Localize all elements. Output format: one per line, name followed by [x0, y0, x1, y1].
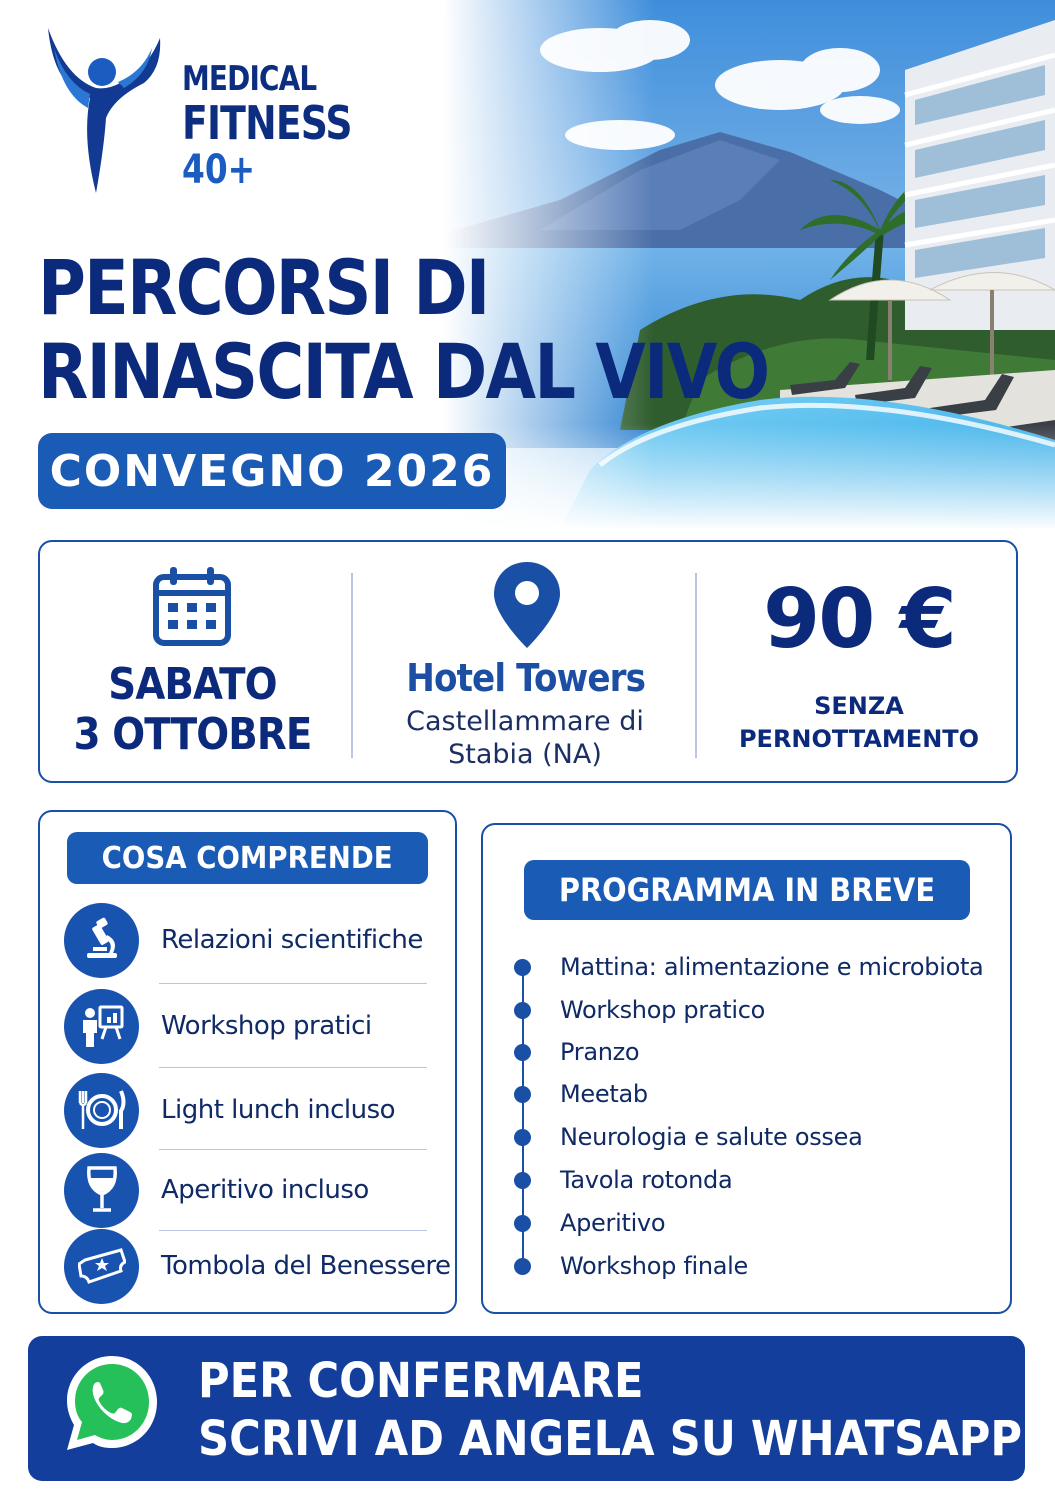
includes-item-label: Relazioni scientifiche	[161, 925, 423, 955]
presentation-icon	[64, 989, 139, 1064]
program-item	[514, 1034, 994, 1070]
venue-name	[358, 656, 693, 700]
cta-text	[198, 1352, 1023, 1468]
timeline-dot	[514, 1258, 531, 1275]
timeline-dot	[514, 1044, 531, 1061]
timeline-dot	[514, 1129, 531, 1146]
program-title-text: PROGRAMMA IN BREVE	[558, 871, 936, 909]
program-item	[514, 1119, 994, 1155]
venue-city	[360, 705, 690, 771]
event-date	[40, 660, 345, 760]
cta-line2: SCRIVI AD ANGELA SU WHATSAPP	[198, 1411, 1023, 1467]
price-note-line1: SENZA	[814, 692, 904, 720]
program-item-label: Workshop finale	[560, 1252, 749, 1280]
includes-item	[64, 988, 434, 1064]
includes-title	[67, 832, 428, 884]
includes-separator	[159, 1067, 427, 1068]
info-divider	[695, 573, 697, 758]
includes-item-label: Workshop pratici	[161, 1011, 372, 1041]
program-item-label: Meetab	[560, 1080, 648, 1108]
event-date-day: SABATO	[108, 659, 277, 710]
venue-name-text: Hotel Towers	[406, 656, 645, 700]
microscope-icon	[64, 903, 139, 978]
includes-item-label: Tombola del Benessere	[161, 1251, 451, 1281]
program-item-label: Mattina: alimentazione e microbiota	[560, 953, 984, 981]
price: 90 €	[763, 572, 955, 667]
event-title-line2: RINASCITA DAL VIVO	[38, 327, 769, 416]
logo-line-age: 40+	[182, 147, 256, 193]
brand-logo-text	[182, 59, 389, 193]
event-date-month: 3 OTTOBRE	[73, 709, 312, 760]
includes-separator	[159, 1149, 427, 1150]
includes-item	[64, 1228, 451, 1304]
includes-item	[64, 1072, 434, 1148]
plate-cutlery-icon	[64, 1073, 139, 1148]
cta-line1: PER CONFERMARE	[198, 1353, 644, 1409]
venue-city-line2: Stabia (NA)	[448, 739, 602, 770]
program-item-label: Workshop pratico	[560, 996, 766, 1024]
program-item	[514, 1076, 994, 1112]
whatsapp-icon[interactable]	[62, 1352, 162, 1456]
info-divider	[351, 573, 353, 758]
event-badge: CONVEGNO 2026	[38, 433, 506, 509]
calendar-icon	[152, 567, 232, 647]
includes-item-label: Light lunch incluso	[161, 1095, 396, 1125]
logo-line-fitness: FITNESS	[182, 96, 352, 150]
program-item-label: Aperitivo	[560, 1209, 666, 1237]
timeline-dot	[514, 1086, 531, 1103]
includes-item-label: Aperitivo incluso	[161, 1175, 369, 1205]
location-pin-icon	[494, 562, 560, 648]
includes-item	[64, 1152, 434, 1228]
program-item-label: Tavola rotonda	[560, 1166, 733, 1194]
wine-glass-icon	[64, 1153, 139, 1228]
program-item	[514, 1162, 994, 1198]
price-note-line2: PERNOTTAMENTO	[738, 725, 980, 753]
timeline-dot	[514, 1172, 531, 1189]
venue-city-line1: Castellammare di	[406, 706, 644, 737]
program-title	[524, 860, 970, 920]
event-title-line1: PERCORSI DI	[38, 243, 489, 332]
program-item-label: Pranzo	[560, 1038, 640, 1066]
ticket-star-icon	[64, 1229, 139, 1304]
timeline-dot	[514, 1215, 531, 1232]
timeline-dot	[514, 959, 531, 976]
includes-separator	[159, 983, 427, 984]
includes-title-text: COSA COMPRENDE	[102, 840, 393, 876]
program-item-label: Neurologia e salute ossea	[560, 1123, 863, 1151]
program-item	[514, 1205, 994, 1241]
event-title	[38, 243, 828, 416]
logo-line-medical: MEDICAL	[182, 59, 317, 99]
program-item	[514, 1248, 994, 1284]
athlete-figure-icon	[44, 28, 164, 193]
program-item	[514, 992, 994, 1028]
program-item	[514, 949, 994, 985]
timeline-dot	[514, 1002, 531, 1019]
price-note	[700, 690, 1018, 756]
includes-item	[64, 902, 434, 978]
